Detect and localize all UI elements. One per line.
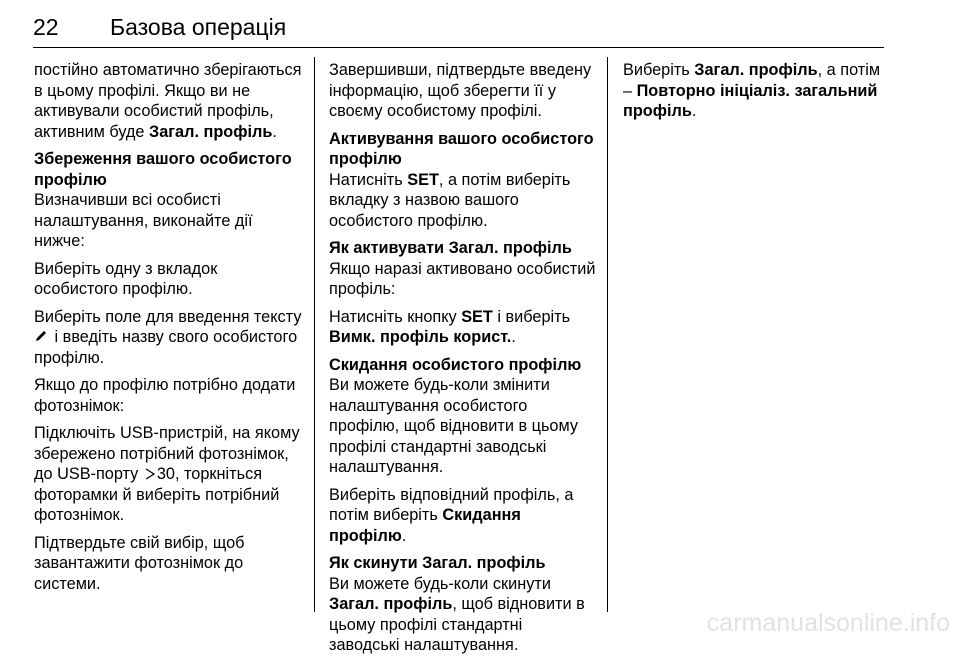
paragraph: Завершивши, підтвердьте введену інформацію, щоб зберегти її у своєму особистому профілі. (329, 61, 592, 120)
text: Підключіть USB-пристрій, на якому збережено потрібний фотознімок, до USB-порту (34, 424, 300, 483)
text: Натисніть кнопку (329, 307, 462, 326)
paragraph: Якщо до профілю потрібно додати фотознімок: (34, 376, 296, 415)
paragraph (34, 423, 302, 526)
text: і виберіть (492, 307, 571, 326)
text: постійно автоматично зберігаються в цьому профілі. Якщо ви не активували особистий профіль, активним буде (34, 61, 302, 141)
ref-arrow-icon (145, 468, 155, 480)
bold-text: Загал. профіль (694, 61, 818, 79)
paragraph (329, 485, 597, 547)
text: і введіть назву свого особистого профілю. (34, 328, 298, 367)
text: , щоб відновити в цьому профілі стандартні заводські налаштування. (329, 595, 585, 654)
pencil-icon (34, 329, 48, 343)
text: . (511, 328, 516, 346)
paragraph (623, 60, 891, 122)
page-number: 22 (33, 14, 59, 40)
page-reference: 30 (156, 465, 175, 483)
bold-text: Загал. профіль (149, 122, 273, 141)
text: Ви можете будь-коли скинути (329, 574, 551, 593)
column-divider (607, 57, 608, 612)
page-title: Базова операція (110, 14, 287, 40)
header-rule (33, 47, 884, 48)
column-1 (34, 60, 302, 601)
section-heading: Як активувати Загал. профіль (329, 239, 572, 257)
bold-text: Скидання профілю (329, 506, 521, 545)
text: , а потім виберіть вкладку з назвою вашого особистого профілю. (329, 170, 571, 230)
column-divider (314, 57, 315, 612)
paragraph: Визначивши всі особисті налаштування, виконайте дії нижче: (34, 191, 253, 250)
paragraph: Ви можете будь-коли змінити налаштування особистого профілю, щоб відновити в цьому профілі стандартні заводські налаштування. (329, 376, 578, 476)
paragraph: Якщо наразі активовано особистий профіль: (329, 259, 596, 298)
text: , а потім – (623, 61, 881, 100)
bold-text: Загал. профіль (329, 595, 453, 613)
section-heading: Збереження вашого особистого профілю (34, 150, 292, 189)
text: . (401, 526, 407, 545)
section-heading: Активування вашого особистого профілю (329, 129, 594, 168)
paragraph (34, 60, 302, 142)
text: Виберіть відповідний профіль, а потім виберіть (329, 485, 574, 524)
paragraph (329, 574, 597, 656)
paragraph (329, 307, 597, 348)
column-3 (623, 60, 891, 129)
bold-text: SET (407, 170, 439, 189)
text: Виберіть поле для введення тексту (34, 307, 302, 326)
text: Натисніть (329, 170, 408, 189)
bold-text: SET (461, 307, 493, 326)
bold-text: Вимк. профіль корист. (329, 328, 512, 346)
text: . (272, 122, 277, 141)
paragraph: Виберіть одну з вкладок особистого профілю. (34, 259, 218, 298)
paragraph: Підтвердьте свій вибір, щоб завантажити фотознімок до системи. (34, 533, 245, 593)
watermark: carmanualsonline.info (706, 609, 950, 637)
paragraph (329, 170, 597, 232)
text: , торкніться фоторамки й виберіть потрібний фотознімок. (34, 465, 280, 524)
paragraph (34, 307, 302, 369)
column-2 (329, 60, 597, 663)
text: . (691, 102, 697, 120)
bold-text: Повторно ініціаліз. загальний профіль (623, 81, 878, 120)
text: Виберіть (623, 61, 695, 79)
section-heading: Як скинути Загал. профіль (329, 554, 546, 572)
section-heading: Скидання особистого профілю (329, 355, 582, 374)
